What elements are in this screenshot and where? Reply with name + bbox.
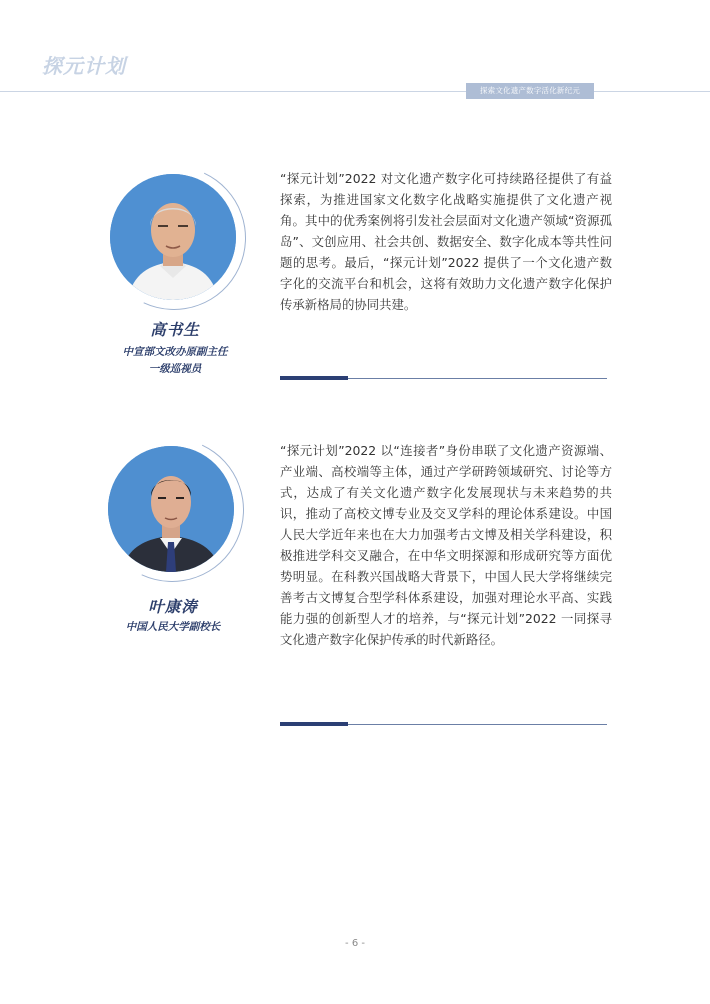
- section-divider: [280, 724, 607, 725]
- avatar-ye: [108, 446, 238, 576]
- portrait-gao: [110, 174, 236, 300]
- header-divider: [0, 91, 710, 92]
- person-title: 中宣部文改办原副主任: [122, 346, 228, 358]
- testimony-text: “探元计划”2022 对文化遗产数字化可持续路径提供了有益探索，为推进国家文化数字化战略实施提供了文化遗产视角。其中的优秀案例将引发社会层面对文化遗产领域“资源孤岛”、文创应用、社会共创、数据安全、数字化成本等共性问题的思考。最后，“探元计划”2022 提供了一个文化遗产数字化的交流平台和机会，这将有效助力文化遗产数字化保护传承新格局的协同共建。: [280, 171, 612, 312]
- divider-accent: [280, 722, 348, 726]
- section-divider: [280, 378, 607, 379]
- avatar-gao: [110, 174, 240, 304]
- person-title: 中国人民大学副校长: [125, 621, 221, 633]
- brand-logo: 探元计划: [42, 54, 126, 78]
- person-title: 一级巡视员: [148, 363, 202, 375]
- divider-accent: [280, 376, 348, 380]
- header-tagline: 探索文化遗产数字活化新纪元: [466, 83, 594, 99]
- portrait-ye: [108, 446, 234, 572]
- person-name: 叶康涛: [148, 598, 198, 616]
- person-name: 高书生: [150, 321, 200, 339]
- testimony-text: “探元计划”2022 以“连接者”身份串联了文化遗产资源端、产业端、高校端等主体，通过产学研跨领域研究、讨论等方式，达成了有关文化遗产数字化发展现状与未来趋势的共识，推动了高校文博专业及交叉学科的理论体系建设。中国人民大学近年来也在大力加强考古文博及相关学科建设，积极推进学科交叉融合，在中华文明探源和形成研究等方面优势明显。在科教兴国战略大背景下，中国人民大学将继续完善考古文博复合型学科体系建设，加强对理论水平高、实践能力强的创新型人才的培养，与“探元计划”2022 一同探寻文化遗产数字化保护传承的时代新路径。: [280, 443, 612, 647]
- page-number: - 6 -: [345, 938, 365, 949]
